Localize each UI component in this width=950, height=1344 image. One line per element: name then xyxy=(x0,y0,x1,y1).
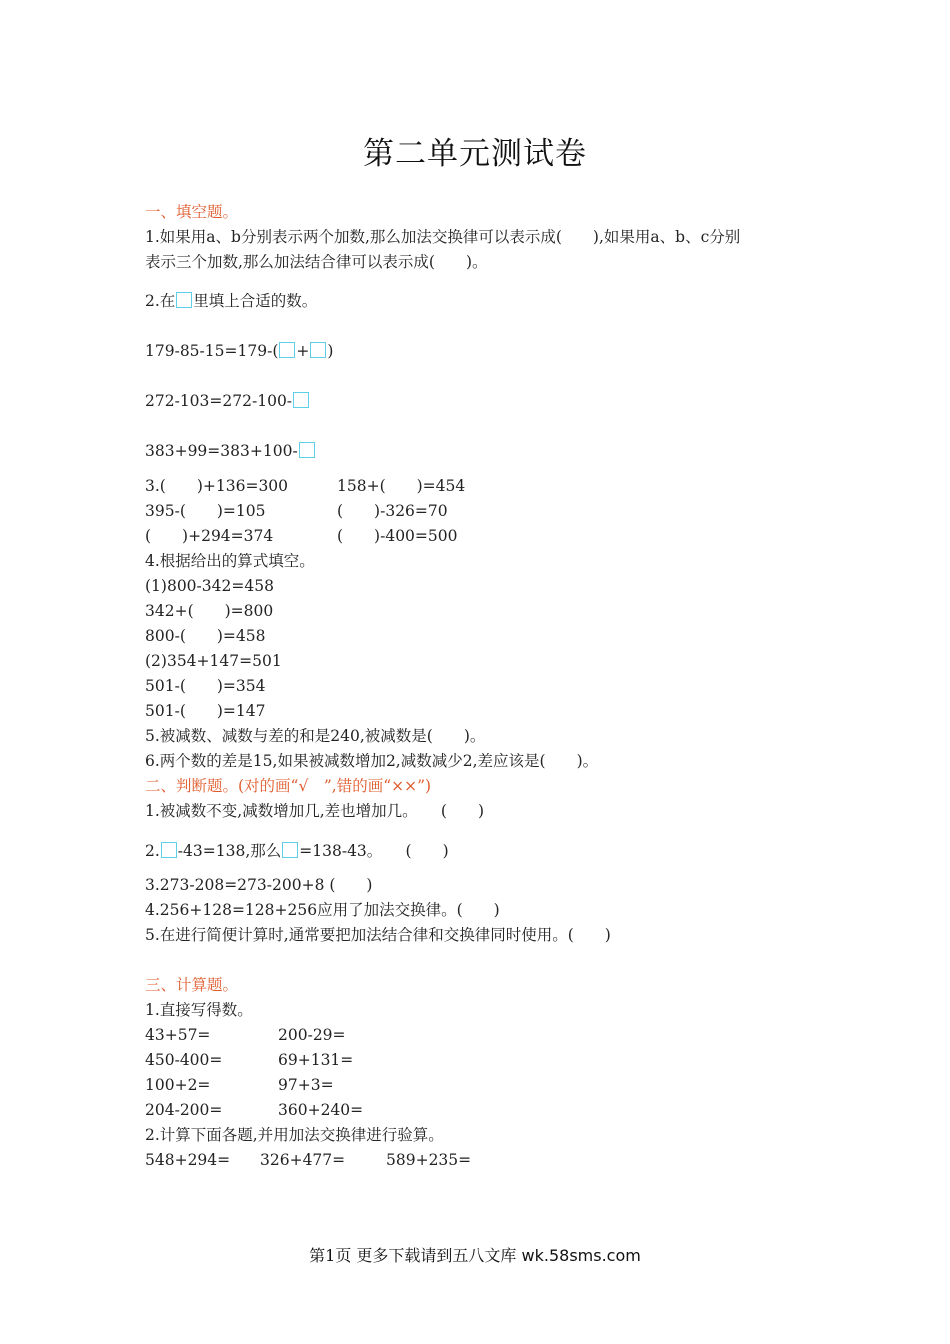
s1-eq2 xyxy=(145,391,310,411)
s1-q1-line1: 1.如果用a、b分别表示两个加数,那么加法交换律可以表示成( ),如果用a、b、c分别 xyxy=(145,228,741,246)
s1-q3-row3-b: ( )-400=500 xyxy=(337,527,458,545)
answer-box-icon[interactable] xyxy=(279,342,295,358)
s1-eq3-text: 383+99=383+100- xyxy=(145,442,298,460)
s3-r3-a: 100+2= xyxy=(145,1076,211,1094)
footer-text: 页 更多下载请到五八文库 wk.58sms.com xyxy=(335,1246,641,1265)
s1-eq3 xyxy=(145,441,316,461)
answer-box-icon[interactable] xyxy=(310,342,326,358)
s1-q3-row2-a: 395-( )=105 xyxy=(145,502,266,520)
s3-r1-a: 43+57= xyxy=(145,1026,211,1044)
s1-q6: 6.两个数的差是15,如果被减数增加2,减数减少2,差应该是( )。 xyxy=(145,752,599,770)
s3-r1-b: 200-29= xyxy=(278,1026,346,1044)
footer-page-number: 1 xyxy=(325,1246,336,1265)
s3-q1: 1.直接写得数。 xyxy=(145,1001,253,1019)
s1-q4-2b: 501-( )=147 xyxy=(145,702,266,720)
s2-q2-text-a: 2. xyxy=(145,842,160,860)
answer-box-icon xyxy=(176,292,192,308)
s1-q3-row1-b: 158+( )=454 xyxy=(337,477,466,495)
s3-c1: 548+294= xyxy=(145,1151,231,1169)
s1-q3-row3-a: ( )+294=374 xyxy=(145,527,274,545)
answer-box-icon[interactable] xyxy=(299,442,315,458)
s3-r3-b: 97+3= xyxy=(278,1076,334,1094)
s1-eq2-text: 272-103=272-100- xyxy=(145,392,293,410)
section3-heading: 三、计算题。 xyxy=(145,976,239,994)
s3-c3: 589+235= xyxy=(386,1151,472,1169)
footer-pre: 第 xyxy=(309,1246,326,1265)
s2-q2-text-c: =138-43。 ( ) xyxy=(299,842,449,860)
s1-q2-text-b: 里填上合适的数。 xyxy=(193,292,318,310)
s1-q4-2: (2)354+147=501 xyxy=(145,652,282,670)
section1-heading: 一、填空题。 xyxy=(145,203,239,221)
s2-q4: 4.256+128=128+256应用了加法交换律。( ) xyxy=(145,901,500,919)
answer-box-icon[interactable] xyxy=(293,392,309,408)
s1-q2-text-a: 2.在 xyxy=(145,292,176,310)
s2-q3: 3.273-208=273-200+8 ( ) xyxy=(145,876,373,894)
answer-box-icon xyxy=(161,842,177,858)
s2-q2 xyxy=(145,841,449,861)
s1-q4-1: (1)800-342=458 xyxy=(145,577,274,595)
s1-q4-1b: 800-( )=458 xyxy=(145,627,266,645)
s1-q1-line2: 表示三个加数,那么加法结合律可以表示成( )。 xyxy=(145,253,488,271)
s1-q4-2a: 501-( )=354 xyxy=(145,677,266,695)
s3-r4-b: 360+240= xyxy=(278,1101,364,1119)
page-title: 第二单元测试卷 xyxy=(363,136,587,172)
page-footer xyxy=(0,1243,950,1266)
s3-r2-a: 450-400= xyxy=(145,1051,223,1069)
s1-q4-1a: 342+( )=800 xyxy=(145,602,274,620)
s1-eq1-plus: + xyxy=(296,342,310,360)
s3-q2: 2.计算下面各题,并用加法交换律进行验算。 xyxy=(145,1126,444,1144)
section2-heading: 二、判断题。(对的画“√ ”,错的画“××”) xyxy=(145,777,432,795)
answer-box-icon xyxy=(282,842,298,858)
s1-q3-row2-b: ( )-326=70 xyxy=(337,502,448,520)
s2-q5: 5.在进行简便计算时,通常要把加法结合律和交换律同时使用。( ) xyxy=(145,926,611,944)
s2-q1: 1.被减数不变,减数增加几,差也增加几。 ( ) xyxy=(145,802,484,820)
s3-c2: 326+477= xyxy=(260,1151,346,1169)
s1-q5: 5.被减数、减数与差的和是240,被减数是( )。 xyxy=(145,727,486,745)
s1-q4: 4.根据给出的算式填空。 xyxy=(145,552,315,570)
s3-r2-b: 69+131= xyxy=(278,1051,354,1069)
s2-q2-text-b: -43=138,那么 xyxy=(177,842,282,860)
s1-eq1-end: ) xyxy=(327,342,334,360)
s1-q3-row1-a: 3.( )+136=300 xyxy=(145,477,289,495)
s3-r4-a: 204-200= xyxy=(145,1101,223,1119)
s1-eq1 xyxy=(145,341,333,361)
s1-eq1-text: 179-85-15=179-( xyxy=(145,342,279,360)
s1-q2 xyxy=(145,291,317,311)
